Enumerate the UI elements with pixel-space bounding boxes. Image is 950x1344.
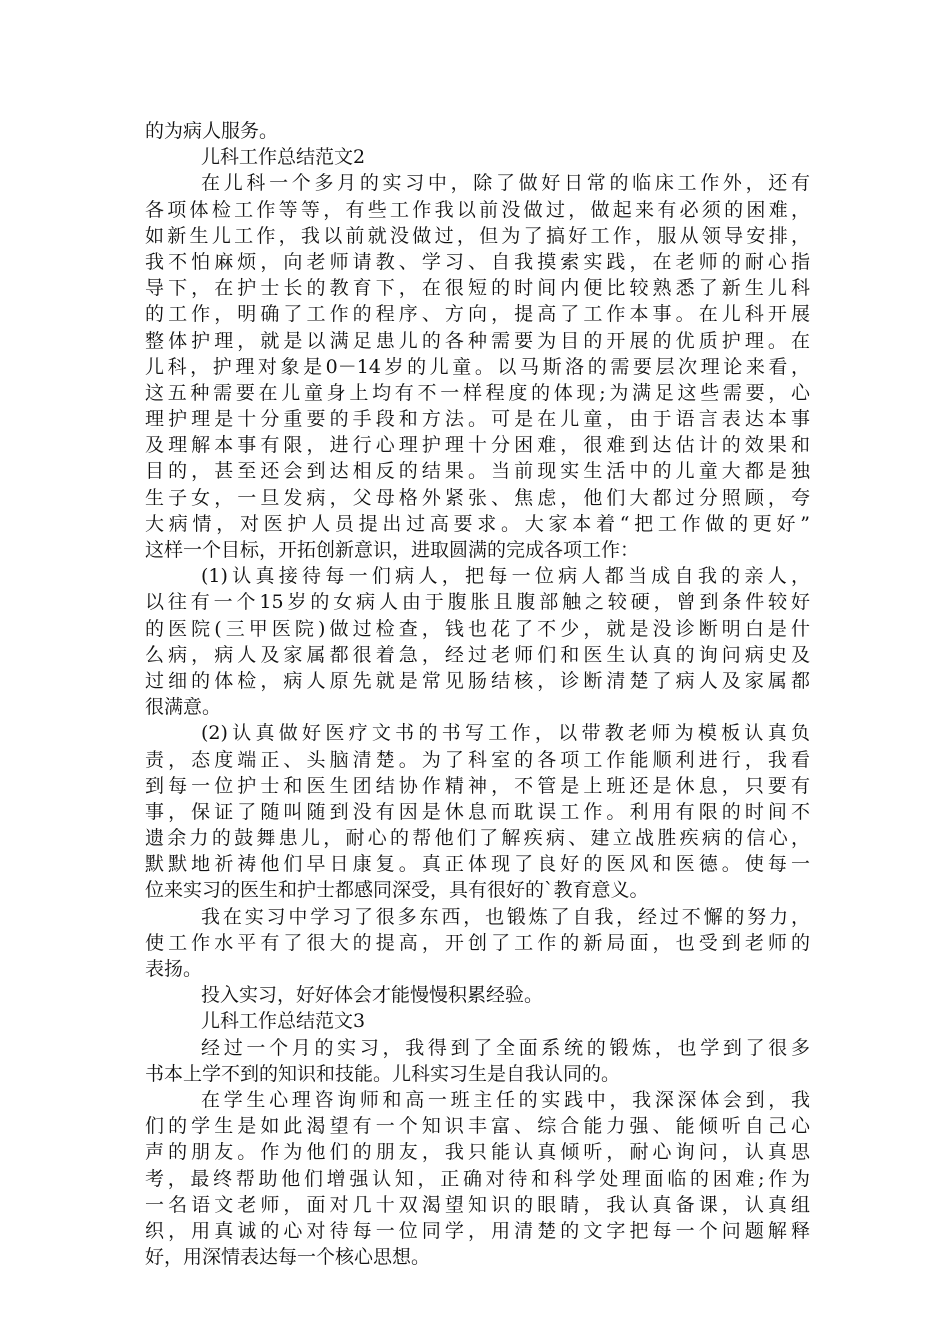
text-line: (1)认真接待每一们病人，把每一位病人都当成自我的亲人， — [201, 565, 810, 588]
text-line: 儿科，护理对象是0－14岁的儿童。以马斯洛的需要层次理论来看， — [145, 355, 810, 378]
text-line: (2)认真做好医疗文书的书写工作，以带教老师为模板认真负 — [201, 722, 810, 745]
text-line: 很满意。 — [145, 696, 222, 719]
section-heading: 投入实习，好好体会才能慢慢积累经验。 — [201, 984, 544, 1007]
text-line: 表扬。 — [145, 958, 203, 980]
section-heading: 儿科工作总结范文2 — [201, 146, 366, 169]
text-line: 书本上学不到的知识和技能。儿科实习生是自我认同的。 — [145, 1062, 621, 1085]
text-line: 考，最终帮助他们增强认知，正确对待和科学处理面临的困难;作为 — [145, 1167, 810, 1190]
text-line: 经过一个月的实习，我得到了全面系统的锻炼，也学到了很多 — [201, 1036, 810, 1059]
text-line: 在学生心理咨询师和高一班主任的实践中，我深深体会到，我 — [201, 1088, 810, 1111]
text-line: 我在实习中学习了很多东西，也锻炼了自我，经过不懈的努力， — [201, 905, 810, 928]
text-line: 好，用深情表达每一个核心思想。 — [145, 1246, 431, 1269]
text-line: 在儿科一个多月的实习中，除了做好日常的临床工作外，还有 — [201, 172, 810, 195]
text-line: 责，态度端正、头脑清楚。为了科室的各项工作能顺利进行，我看 — [145, 748, 810, 771]
text-line: 过细的体检，病人原先就是常见肠结核，诊断清楚了病人及家属都 — [145, 669, 810, 692]
section-heading: 儿科工作总结范文3 — [201, 1010, 366, 1033]
text-line: 么病，病人及家属都很着急，经过老师们和医生认真的询问病史及 — [145, 643, 810, 666]
document-page — [145, 118, 810, 1270]
text-line: 及理解本事有限，进行心理护理十分困难，很难到达估计的效果和 — [145, 434, 810, 457]
text-line: 声的朋友。作为他们的朋友，我只能认真倾听，耐心询问，认真思 — [145, 1141, 810, 1164]
text-line: 这样一个目标，开拓创新意识，进取圆满的完成各项工作： — [145, 539, 640, 561]
text-line: 使工作水平有了很大的提高，开创了工作的新局面，也受到老师的 — [145, 931, 810, 954]
text-line: 织，用真诚的心对待每一位同学，用清楚的文字把每一个问题解释 — [145, 1219, 810, 1242]
text-line: 的为病人服务。 — [145, 120, 279, 142]
text-line: 导下，在护士长的教育下，在很短的时间内便比较熟悉了新生儿科 — [145, 277, 810, 300]
text-line: 大病情，对医护人员提出过高要求。大家本着“把工作做的更好” — [145, 512, 810, 535]
text-line: 到每一位护士和医生团结协作精神，不管是上班还是休息，只要有 — [145, 774, 810, 797]
text-line: 这五种需要在儿童身上均有不一样程度的体现;为满足这些需要，心 — [145, 381, 810, 404]
text-line: 事，保证了随叫随到没有因是休息而耽误工作。利用有限的时间不 — [145, 800, 810, 823]
text-line: 一名语文老师，面对几十双渴望知识的眼睛，我认真备课，认真组 — [145, 1193, 810, 1216]
text-line: 如新生儿工作，我以前就没做过，但为了搞好工作，服从领导安排， — [145, 224, 810, 247]
text-line: 各项体检工作等等，有些工作我以前没做过，做起来有必须的困难， — [145, 198, 810, 221]
text-line: 的医院(三甲医院)做过检查，钱也花了不少，就是没诊断明白是什 — [145, 617, 810, 640]
text-line: 默默地祈祷他们早日康复。真正体现了良好的医风和医德。使每一 — [145, 853, 810, 876]
text-line: 遗余力的鼓舞患儿，耐心的帮他们了解疾病、建立战胜疾病的信心， — [145, 827, 810, 850]
text-line: 理护理是十分重要的手段和方法。可是在儿童，由于语言表达本事 — [145, 408, 810, 431]
text-line: 位来实习的医生和护士都感同深受，具有很好的`教育意义。 — [145, 879, 649, 902]
text-line: 的工作，明确了工作的程序、方向，提高了工作本事。在儿科开展 — [145, 303, 810, 326]
text-line: 生子女，一旦发病，父母格外紧张、焦虑，他们大都过分照顾，夸 — [145, 486, 810, 509]
text-line: 们的学生是如此渴望有一个知识丰富、综合能力强、能倾听自己心 — [145, 1115, 810, 1138]
text-line: 我不怕麻烦，向老师请教、学习、自我摸索实践，在老师的耐心指 — [145, 250, 810, 273]
text-line: 以往有一个15岁的女病人由于腹胀且腹部触之较硬，曾到条件较好 — [145, 591, 810, 614]
text-line: 整体护理，就是以满足患儿的各种需要为目的开展的优质护理。在 — [145, 329, 810, 352]
text-line: 目的，甚至还会到达相反的结果。当前现实生活中的儿童大都是独 — [145, 460, 810, 483]
